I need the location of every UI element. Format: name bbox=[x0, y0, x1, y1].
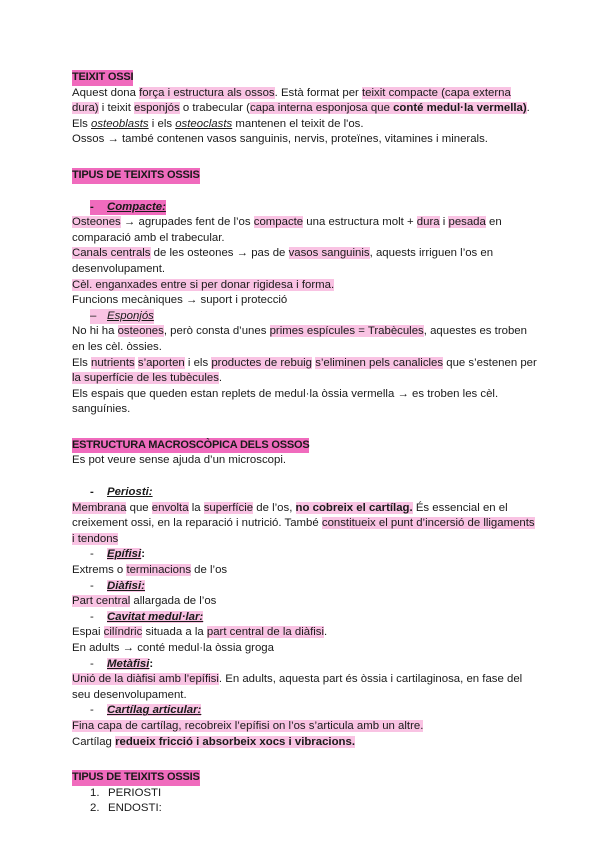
text: una estructura molt + bbox=[303, 216, 417, 229]
subheading-esponjos: – Esponjós bbox=[72, 309, 532, 325]
text: i els bbox=[148, 117, 176, 130]
paragraph-line bbox=[72, 672, 532, 688]
text: Espai bbox=[72, 626, 104, 639]
paragraph-line bbox=[72, 594, 532, 610]
subheading-periosti: - Periosti: bbox=[90, 486, 153, 499]
paragraph-line bbox=[72, 324, 532, 340]
paragraph-line: Ossos → també contenen vasos sanguinis, nervis, proteïnes, vitamines i minerals. bbox=[72, 133, 488, 146]
text: o trabecular ( bbox=[179, 102, 250, 115]
text: Els bbox=[72, 356, 91, 369]
list-item: 2. ENDOSTI: bbox=[90, 802, 162, 815]
text: allargada de l’os bbox=[130, 595, 217, 608]
document-page bbox=[72, 70, 537, 817]
highlight-bold: no cobreix el cartílag. bbox=[295, 501, 413, 514]
paragraph-line bbox=[72, 356, 537, 372]
highlight: Osteones bbox=[72, 216, 121, 229]
text: , aquestes es troben bbox=[423, 325, 527, 338]
highlight: Membrana bbox=[72, 501, 127, 514]
subheading-compacte: - Compacte: bbox=[72, 200, 532, 216]
text: mantenen el teixit de l'os. bbox=[232, 117, 364, 130]
text: . Està format per bbox=[274, 86, 362, 99]
highlight: productes de rebuig bbox=[211, 356, 313, 369]
text: que bbox=[126, 501, 152, 514]
text: creixement ossi, en la reparació i nutrició. També bbox=[72, 517, 322, 530]
text: És essencial en el bbox=[412, 501, 508, 514]
term-osteoblasts: osteoblasts bbox=[91, 117, 149, 130]
paragraph-line bbox=[72, 625, 532, 641]
highlight: capa interna bbox=[249, 102, 313, 115]
highlight: dura) bbox=[72, 102, 99, 115]
highlight: Unió de la diàfisi amb l’epífisi bbox=[72, 673, 219, 686]
list-item: 1. PERIOSTI bbox=[90, 786, 162, 799]
highlight: esponjosa que bbox=[312, 102, 394, 115]
highlight: força i estructura als ossos bbox=[139, 86, 275, 99]
text: que s’estenen per bbox=[443, 356, 537, 369]
highlight: envolta bbox=[151, 501, 189, 514]
text: No hi ha bbox=[72, 325, 118, 338]
text: . bbox=[526, 102, 530, 115]
highlight: Cèl. enganxades entre si per donar rigidesa i forma. bbox=[72, 278, 335, 291]
highlight: nutrients bbox=[91, 356, 135, 369]
paragraph-line bbox=[72, 86, 532, 102]
text: i els bbox=[184, 356, 212, 369]
highlight: esponjós bbox=[134, 102, 180, 115]
highlight: compacte bbox=[253, 216, 304, 229]
section-heading-teixit-ossi: TEIXIT OSSI bbox=[72, 70, 133, 86]
paragraph-line bbox=[72, 101, 532, 117]
subheading-diafisi: - Diàfisi: bbox=[90, 579, 145, 592]
highlight: superfície bbox=[203, 501, 254, 514]
highlight: part central de la diàfisi bbox=[206, 626, 325, 639]
text: . En adults, aquesta part és òssia i cartilaginosa, en fase del bbox=[218, 673, 523, 686]
paragraph-line: En adults → conté medul·la òssia groga bbox=[72, 642, 274, 654]
paragraph-line bbox=[72, 532, 532, 548]
highlight: pesada bbox=[448, 216, 486, 229]
paragraph-line bbox=[72, 516, 535, 532]
paragraph-line: comparació amb el trabecular. bbox=[72, 231, 225, 244]
text: Cartílag bbox=[72, 735, 116, 748]
paragraph-line bbox=[72, 719, 532, 735]
highlight: i tendons bbox=[72, 532, 119, 545]
paragraph-line bbox=[72, 371, 532, 387]
text: i bbox=[439, 216, 449, 229]
highlight: cilíndric bbox=[103, 626, 143, 639]
paragraph-line: Els espais que queden estan replets de medul·la òssia vermella → es troben les cèl. bbox=[72, 387, 499, 400]
text: Aquest dona bbox=[72, 86, 140, 99]
paragraph-line bbox=[72, 246, 532, 262]
text: . bbox=[218, 372, 223, 385]
text: , aquests irriguen l’os en bbox=[369, 247, 494, 260]
paragraph-line: desenvolupament. bbox=[72, 262, 166, 275]
text: → agrupades fent de l’os bbox=[120, 216, 254, 229]
text: de les osteones → pas de bbox=[150, 247, 289, 260]
text: en bbox=[485, 216, 502, 229]
text: i teixit bbox=[98, 102, 135, 115]
highlight: dura bbox=[416, 216, 440, 229]
highlight: Part central bbox=[72, 595, 131, 608]
text: Els bbox=[72, 117, 91, 130]
subheading-metafisi: - Metàfisi: bbox=[90, 657, 154, 670]
text: de l’os, bbox=[253, 501, 296, 514]
highlight-bold: redueix fricció i absorbeix xocs i vibracions. bbox=[115, 735, 355, 748]
paragraph-line: en les cèl. òssies. bbox=[72, 340, 162, 353]
section-heading-tipus-teixits-2: TIPUS DE TEIXITS OSSIS bbox=[72, 770, 200, 786]
paragraph-line bbox=[72, 278, 532, 294]
highlight: Canals centrals bbox=[72, 247, 151, 260]
text: situada a la bbox=[142, 626, 207, 639]
highlight: s’aporten bbox=[137, 356, 185, 369]
highlight: vasos sanguinis bbox=[288, 247, 370, 260]
paragraph-line bbox=[72, 735, 532, 751]
text: Extrems o bbox=[72, 564, 127, 577]
paragraph-line bbox=[72, 563, 532, 579]
section-heading-tipus-teixits: TIPUS DE TEIXITS OSSIS bbox=[72, 168, 200, 184]
text: , però consta d’unes bbox=[163, 325, 270, 338]
subheading-epifisi: - Epífisi: bbox=[90, 548, 145, 561]
highlight: constitueix el punt d’incersió de lligaments bbox=[321, 517, 535, 530]
highlight: Fina capa de cartílag, recobreix l’epífisi on l’os s’articula amb un altre. bbox=[72, 719, 424, 732]
paragraph-line: Funcions mecàniques → suport i protecció bbox=[72, 294, 288, 307]
term-osteoclasts: osteoclasts bbox=[175, 117, 233, 130]
paragraph-line bbox=[72, 117, 532, 133]
paragraph-line: seu desenvolupament. bbox=[72, 688, 187, 701]
paragraph-line bbox=[72, 215, 532, 231]
text: de l’os bbox=[191, 564, 228, 577]
highlight: osteones bbox=[117, 325, 164, 338]
highlight: s’eliminen pels canalicles bbox=[315, 356, 444, 369]
highlight-bold: conté medul·la vermella) bbox=[393, 102, 527, 115]
paragraph-line bbox=[72, 501, 532, 517]
subheading-cavitat: - Cavitat medul·lar: bbox=[90, 610, 204, 623]
highlight: terminacions bbox=[126, 564, 192, 577]
subheading-cartilag: - Cartílag articular: bbox=[90, 704, 202, 717]
paragraph-line: Es pot veure sense ajuda d’un microscopi. bbox=[72, 454, 287, 467]
highlight: la superfície de les tubècules bbox=[72, 372, 219, 385]
highlight: primes espícules = Trabècules bbox=[269, 325, 424, 338]
text: . bbox=[324, 626, 328, 639]
text: la bbox=[188, 501, 204, 514]
paragraph-line: sanguínies. bbox=[72, 403, 131, 416]
highlight: teixit compacte (capa externa bbox=[362, 86, 511, 99]
section-heading-estructura: ESTRUCTURA MACROSCÒPICA DELS OSSOS bbox=[72, 438, 309, 454]
